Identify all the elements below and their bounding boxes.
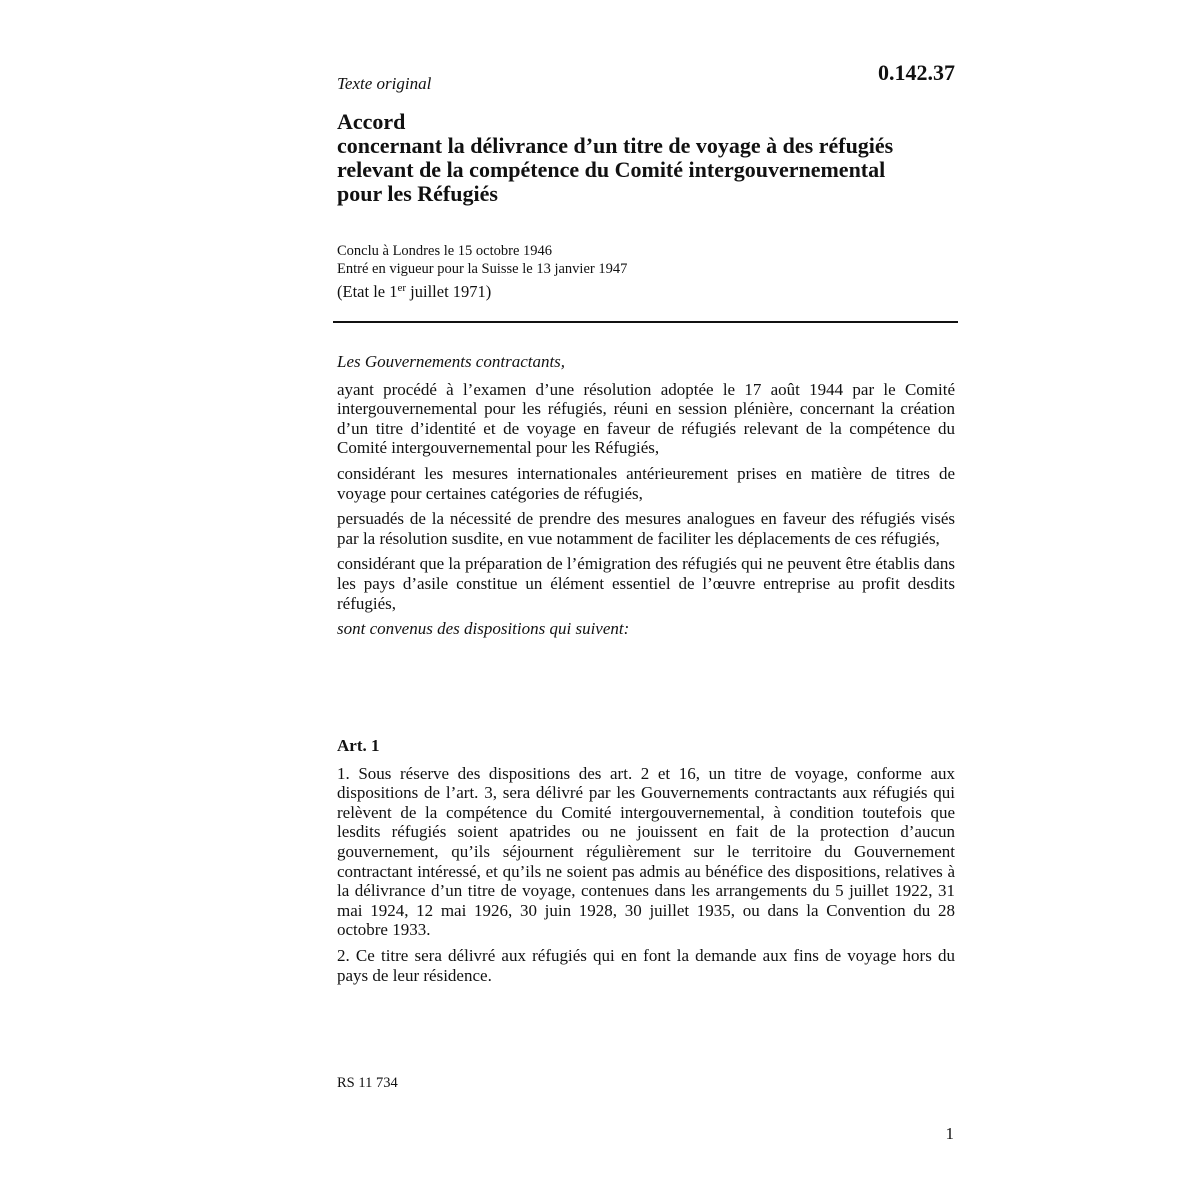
header-divider (333, 321, 958, 323)
concluded-date: Conclu à Londres le 15 octobre 1946 (337, 243, 553, 259)
entry-into-force-date: Entré en vigueur pour la Suisse le 13 janvier 1947 (337, 261, 628, 277)
document-title (337, 110, 967, 206)
article-1 (337, 736, 955, 991)
state-suffix: juillet 1971) (406, 282, 492, 301)
state-date (337, 282, 491, 302)
title-line-1: Accord (337, 109, 406, 134)
sr-number: 0.142.37 (878, 60, 955, 85)
title-line-4: pour les Réfugiés (337, 181, 498, 206)
state-superscript: er (397, 282, 407, 294)
preamble-paragraph: persuadés de la nécessité de prendre des mesures analogues en faveur des réfugiés visés par la résolution susdite, en vue notamment de faciliter les déplacements de ces réfugiés, (337, 509, 955, 548)
preamble (337, 352, 955, 647)
article-title: Art. 1 (337, 736, 380, 755)
article-paragraph: 1. Sous réserve des dispositions des art. 2 et 16, un titre de voyage, conforme aux dispositions de l’art. 3, sera délivré par les Gouvernements contractants aux réfugiés qui relèvent de la compétence du Comité intergouvernemental, à condition toutefois que lesdits réfugiés soient apatrides ou ne jouissent en fait de la protection d’aucun gouvernement, qu’ils séjournent régulièrement sur le territoire du Gouvernement contractant intéressé, et qu’ils ne soient pas admis au bénéfice des dispositions, relatives à la délivrance d’un titre de voyage, contenues dans les arrangements du 5 juillet 1922, 31 mai 1924, 12 mai 1926, 30 juin 1928, 30 juillet 1935, ou dans la Convention du 28 octobre 1933. (337, 763, 955, 940)
preamble-paragraph: considérant les mesures internationales antérieurement prises en matière de titres de voyage pour certaines catégories de réfugiés, (337, 463, 955, 503)
title-line-2: concernant la délivrance d’un titre de voyage à des réfugiés (337, 133, 894, 158)
preamble-paragraph: considérant que la préparation de l’émigration des réfugiés qui ne peuvent être établis dans les pays d’asile constitue un élément essentiel de l’œuvre entreprise au profit desdits réfugiés, (337, 554, 955, 613)
article-paragraph: 2. Ce titre sera délivré aux réfugiés qui en font la demande aux fins de voyage hors du pays de leur résidence. (337, 945, 955, 985)
dates-block (337, 242, 627, 278)
preamble-paragraph: ayant procédé à l’examen d’une résolution adoptée le 17 août 1944 par le Comité intergouvernemental pour les réfugiés, réuni en session plénière, concernant la création d’un titre d’identité et de voyage en faveur de réfugiés relevant de la compétence du Comité intergouvernemental pour les Réfugiés, (337, 379, 955, 458)
preamble-closing: sont convenus des dispositions qui suivent: (337, 619, 630, 639)
title-line-3: relevant de la compétence du Comité intergouvernemental (337, 157, 886, 182)
page-number: 1 (945, 1124, 954, 1143)
footnote-reference: RS 11 734 (337, 1075, 398, 1091)
preamble-intro: Les Gouvernements contractants, (337, 352, 566, 371)
state-prefix: (Etat le 1 (337, 282, 398, 301)
original-text-label: Texte original (337, 74, 432, 93)
